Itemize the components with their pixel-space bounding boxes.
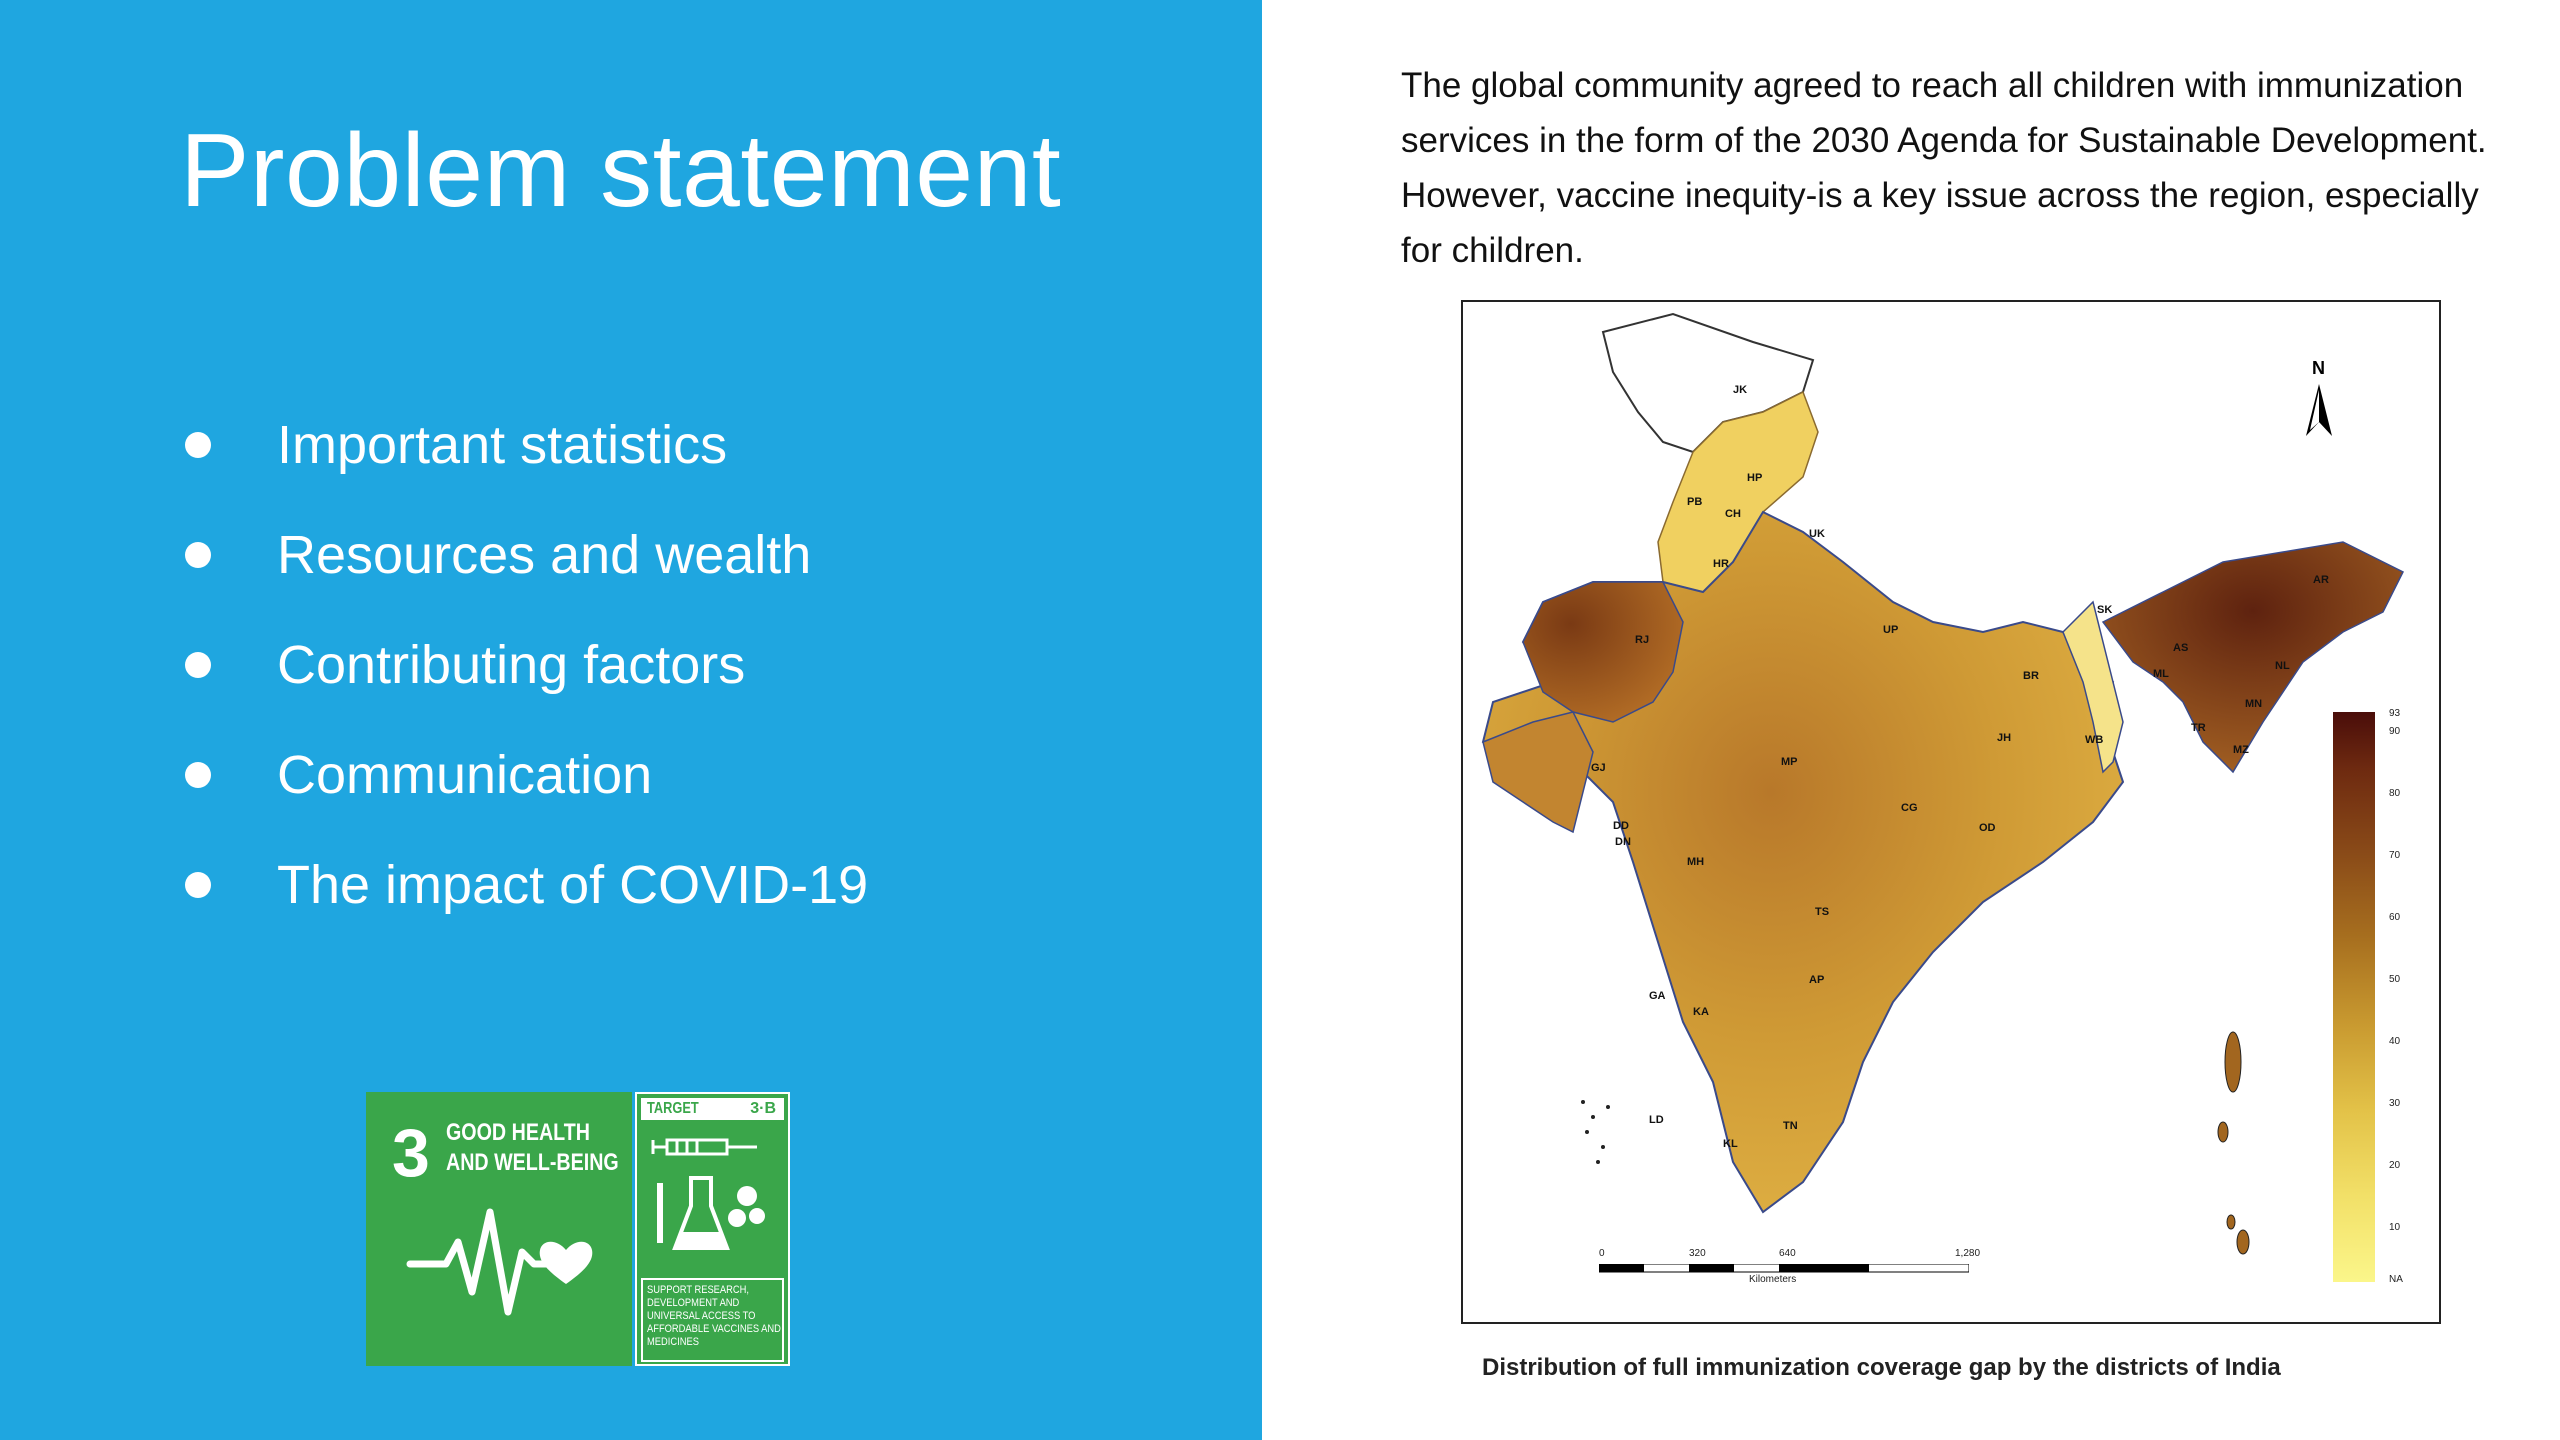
bullet-text: Communication: [277, 745, 653, 805]
bullet-dot-icon: [185, 542, 211, 568]
legend-tick: 10: [2389, 1222, 2401, 1233]
bullet-item: [185, 390, 868, 500]
state-label: WB: [2085, 734, 2104, 746]
sdg-target-header: [641, 1098, 784, 1120]
legend-tick: 60: [2389, 912, 2401, 923]
state-label: TS: [1815, 906, 1830, 918]
sdg-goal-tile: [366, 1092, 632, 1366]
bullet-item: [185, 830, 868, 940]
state-label: TN: [1783, 1120, 1798, 1132]
state-label: BR: [2023, 670, 2039, 682]
state-label: GJ: [1591, 762, 1606, 774]
bullet-item: [185, 720, 868, 830]
state-label: NL: [2275, 660, 2290, 672]
state-label: DD: [1613, 820, 1629, 832]
slide-title: Problem statement: [180, 113, 1062, 229]
state-label: DN: [1615, 836, 1631, 848]
state-label: MH: [1687, 856, 1705, 868]
scale-tick: 320: [1689, 1248, 1706, 1259]
state-label: SK: [2097, 604, 2113, 616]
state-label: TR: [2191, 722, 2206, 734]
state-label: JK: [1733, 384, 1748, 396]
legend-tick: 50: [2389, 974, 2401, 985]
state-label: PB: [1687, 496, 1703, 508]
bullet-item: [185, 500, 868, 610]
bullet-text: Resources and wealth: [277, 525, 812, 585]
sdg-goal-name: [446, 1118, 619, 1178]
pills-icon: [728, 1186, 765, 1227]
intro-paragraph: The global community agreed to reach all children with immunization services in the form of the 2030 Agenda for Sustainable Development. However, vaccine inequity-is a key issue across the region, especially for children.: [1401, 66, 2487, 270]
state-label: OD: [1979, 822, 1996, 834]
bullet-text: Contributing factors: [277, 635, 746, 695]
state-label: UP: [1883, 624, 1899, 636]
state-label: AP: [1809, 974, 1825, 986]
state-label: AR: [2313, 574, 2329, 586]
bullet-item: [185, 610, 868, 720]
syringe-icon: [653, 1140, 757, 1154]
heartbeat-heart-icon: [406, 1192, 596, 1332]
sdg-target-number: 3·B: [750, 1100, 776, 1117]
legend-tick: 30: [2389, 1098, 2401, 1109]
legend-tick: 20: [2389, 1160, 2401, 1171]
bullet-dot-icon: [185, 652, 211, 678]
scale-unit-label: Kilometers: [1749, 1274, 1797, 1285]
syringe-flask-pills-icon: [647, 1128, 777, 1268]
bullet-dot-icon: [185, 872, 211, 898]
legend-tick: 93: [2389, 708, 2401, 719]
state-label: UK: [1809, 528, 1825, 540]
state-label: KA: [1693, 1006, 1709, 1018]
state-label: JH: [1997, 732, 2012, 744]
sdg-goal-name-line: AND WELL-BEING: [446, 1149, 619, 1176]
bullet-text: The impact of COVID-19: [277, 855, 869, 915]
legend-tick: 40: [2389, 1036, 2401, 1047]
state-label: KL: [1723, 1138, 1738, 1150]
bullet-list: [185, 390, 868, 940]
flask-icon: [657, 1178, 727, 1248]
sdg-target-label: TARGET: [647, 1100, 699, 1117]
state-label: GA: [1649, 990, 1666, 1002]
bullet-text: Important statistics: [277, 415, 728, 475]
bullet-dot-icon: [185, 432, 211, 458]
state-label: CH: [1725, 508, 1741, 520]
sdg-goal-name-line: GOOD HEALTH: [446, 1119, 590, 1146]
state-label: RJ: [1635, 634, 1650, 646]
bullet-dot-icon: [185, 762, 211, 788]
sdg-badge: [366, 1092, 790, 1366]
state-label: HP: [1747, 472, 1763, 484]
legend-tick: 70: [2389, 850, 2401, 861]
sdg-target-description-box: [641, 1278, 784, 1362]
legend-tick: NA: [2389, 1274, 2403, 1285]
sdg-target-description: SUPPORT RESEARCH, DEVELOPMENT AND UNIVERSAL ACCESS TO AFFORDABLE VACCINES AND MEDICINES: [647, 1284, 781, 1348]
state-label: HR: [1713, 558, 1729, 570]
state-label: ML: [2153, 668, 2169, 680]
state-label: AS: [2173, 642, 2189, 654]
state-label: CG: [1901, 802, 1918, 814]
scale-tick: 0: [1599, 1248, 1605, 1259]
state-label: LD: [1649, 1114, 1664, 1126]
legend-tick: 90: [2389, 726, 2401, 737]
state-label: MN: [2245, 698, 2263, 710]
map-caption: Distribution of full immunization coverage gap by the districts of India: [1482, 1354, 2281, 1381]
sdg-goal-number: 3: [392, 1115, 430, 1191]
state-label: MP: [1781, 756, 1798, 768]
north-arrow-label: N: [2312, 358, 2325, 378]
legend-tick: 80: [2389, 788, 2401, 799]
left-panel: [0, 0, 1262, 1440]
state-label-layer: [1463, 302, 2439, 1322]
state-label: MZ: [2233, 744, 2249, 756]
sdg-target-tile: [635, 1092, 790, 1366]
scale-tick: 1,280: [1955, 1248, 1981, 1259]
scale-tick: 640: [1779, 1248, 1796, 1259]
india-map-figure: [1461, 300, 2441, 1324]
